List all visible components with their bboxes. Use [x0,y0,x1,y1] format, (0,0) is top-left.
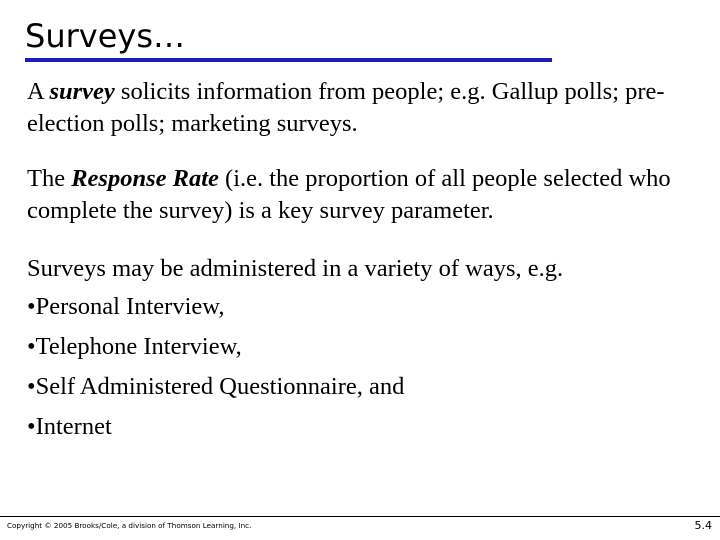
bullet-self-administered-questionnaire: •Self Administered Questionnaire, and [27,373,405,400]
response-rate-term: Response Rate [71,165,219,192]
bullet-personal-interview: •Personal Interview, [27,293,225,320]
paragraph-1-pre: A [27,78,50,105]
footer-divider [0,516,720,517]
slide-body [27,76,717,447]
paragraph-2-pre: The [27,165,72,192]
slide-number: 5.4 [694,519,712,532]
paragraph-2-post: (i.e. the proportion of all people selected who complete the survey) is a key survey parameter. [27,165,671,224]
copyright-notice: Copyright © 2005 Brooks/Cole, a division of Thomson Learning, Inc. [7,521,252,530]
survey-term: survey [49,78,115,105]
administration-methods-lead: Surveys may be administered in a variety of ways, e.g. [27,255,564,282]
bullet-internet: •Internet [27,413,112,440]
title-underline [25,58,552,62]
paragraph-spacer [27,227,717,250]
paragraph-1-post: solicits information from people; e.g. Gallup polls; pre-election polls; marketing surveys. [27,78,665,137]
survey-definition-paragraph [27,76,717,140]
response-rate-paragraph [27,163,717,227]
paragraph-spacer [27,140,717,163]
slide-title: Surveys… [25,17,185,55]
bullet-telephone-interview: •Telephone Interview, [27,333,242,360]
